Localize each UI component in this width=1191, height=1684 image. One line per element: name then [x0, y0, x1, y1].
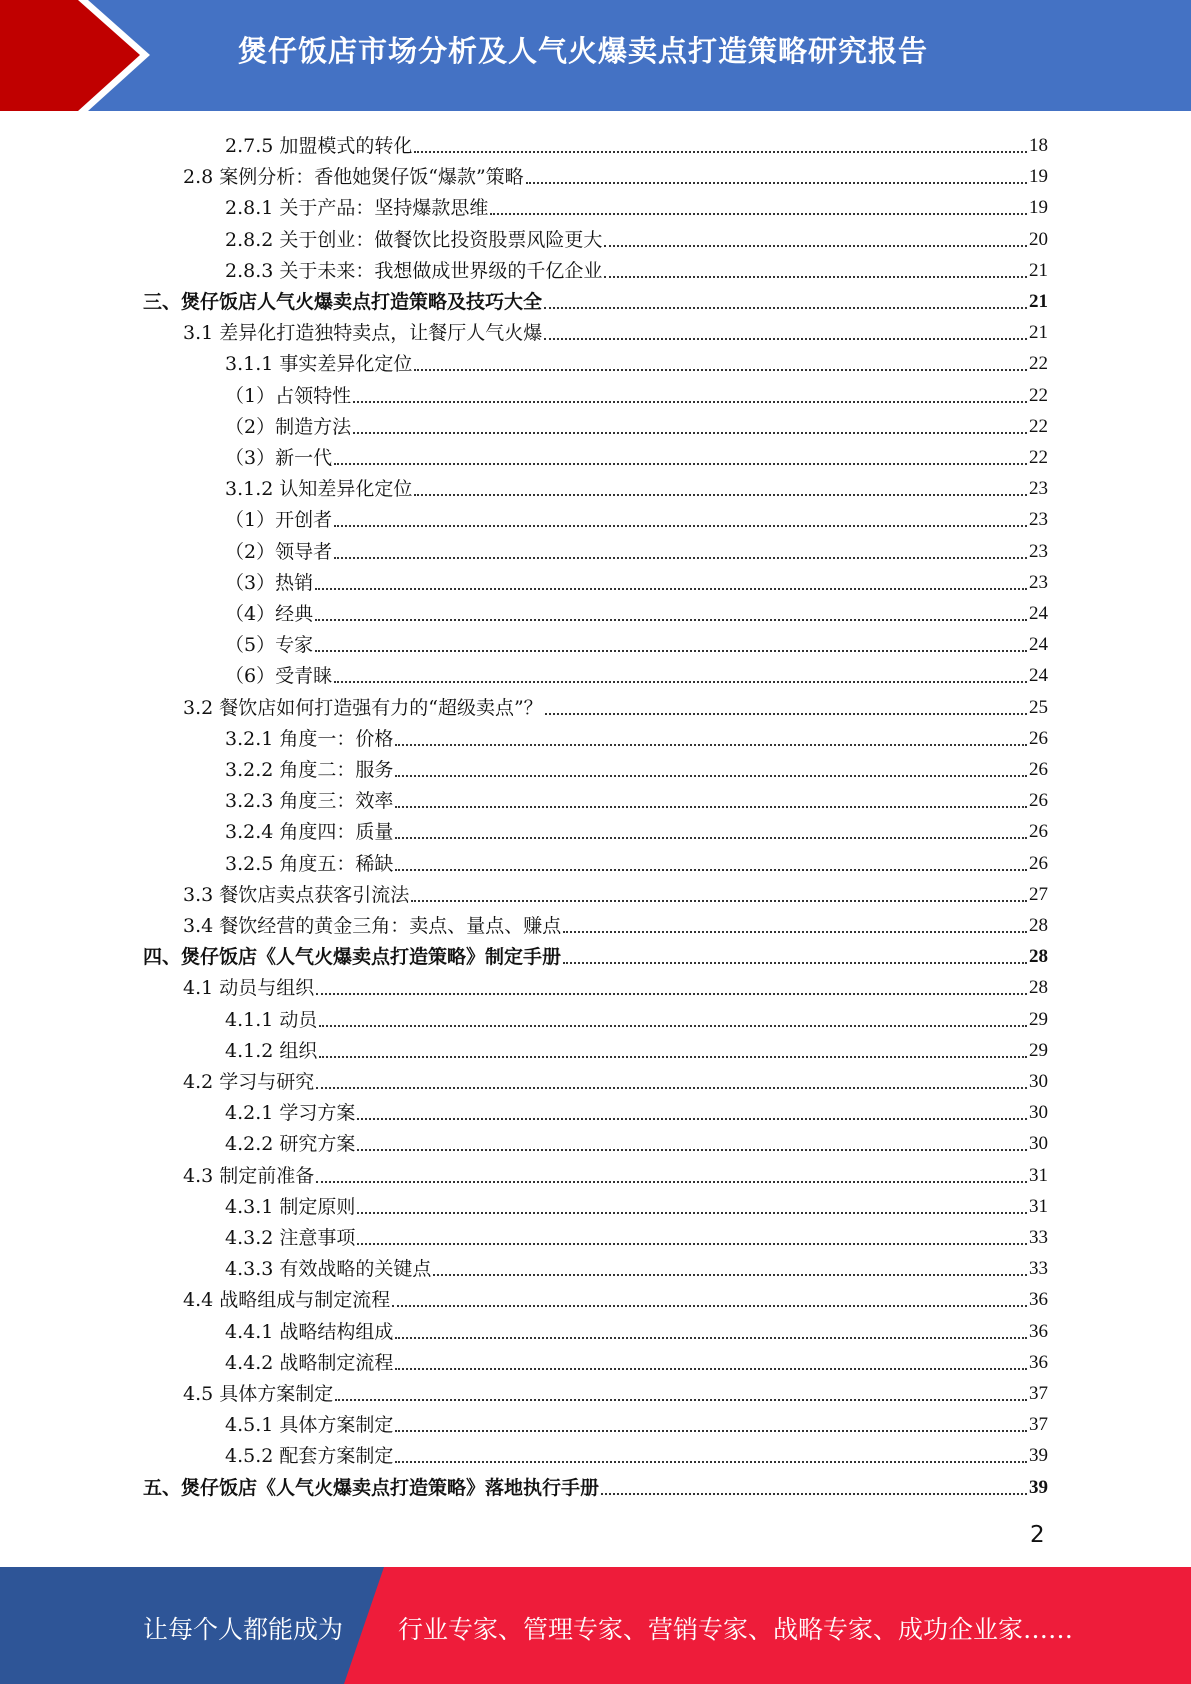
toc-entry-page: 30	[1029, 1102, 1048, 1124]
toc-entry-title: （2）领导者	[225, 540, 333, 563]
toc-entry[interactable]	[225, 626, 1048, 657]
toc-entry[interactable]	[225, 751, 1048, 782]
toc-entry-title: 4.1.2 组织	[225, 1039, 318, 1062]
toc-entry-page: 30	[1029, 1133, 1048, 1155]
toc-entry-page: 18	[1029, 135, 1048, 156]
toc-entry-page: 33	[1029, 1258, 1048, 1280]
footer-slogan-right: 行业专家、管理专家、营销专家、战略专家、成功企业家……	[398, 1615, 1074, 1644]
toc-dot-leader	[357, 1243, 1027, 1245]
toc-entry-title: （4）经典	[225, 603, 314, 625]
toc-entry[interactable]	[183, 876, 1048, 907]
toc-entry[interactable]	[143, 1469, 1048, 1500]
toc-entry[interactable]	[183, 1281, 1048, 1312]
toc-entry-page: 21	[1029, 322, 1048, 344]
toc-dot-leader	[414, 494, 1027, 496]
header-chevron-decoration	[0, 0, 150, 111]
toc-entry-title: 3.1 差异化打造独特卖点，让餐厅人气火爆	[183, 322, 543, 345]
page-footer	[0, 1567, 1191, 1684]
toc-entry[interactable]	[225, 1032, 1048, 1063]
toc-entry-title: 4.4.2 战略制定流程	[225, 1351, 394, 1374]
toc-entry-page: 26	[1029, 852, 1048, 874]
toc-dot-leader	[563, 931, 1027, 933]
toc-entry-title: 3.3 餐饮店卖点获客引流法	[183, 883, 410, 906]
toc-entry-page: 22	[1029, 353, 1048, 375]
toc-dot-leader	[315, 588, 1027, 590]
toc-dot-leader	[395, 775, 1027, 777]
toc-dot-leader	[334, 463, 1027, 465]
toc-dot-leader	[334, 557, 1027, 559]
toc-dot-leader	[395, 1461, 1027, 1463]
toc-dot-leader	[335, 1399, 1027, 1401]
toc-entry-page: 26	[1029, 727, 1048, 749]
toc-entry-page: 22	[1029, 447, 1048, 468]
toc-entry[interactable]	[183, 158, 1048, 189]
toc-entry-page: 21	[1029, 291, 1048, 312]
toc-dot-leader	[395, 837, 1027, 839]
toc-entry-page: 23	[1029, 571, 1048, 593]
toc-entry[interactable]	[225, 408, 1048, 439]
toc-entry-title: （3）新一代	[225, 447, 333, 469]
toc-entry-title: （1）占领特性	[225, 384, 352, 407]
toc-entry[interactable]	[225, 1250, 1048, 1281]
toc-entry-page: 28	[1029, 915, 1048, 936]
toc-dot-leader	[316, 1087, 1027, 1089]
toc-entry[interactable]	[225, 1125, 1048, 1156]
toc-entry-page: 22	[1029, 415, 1048, 437]
toc-entry[interactable]	[225, 657, 1048, 688]
toc-entry-title: 4.4 战略组成与制定流程	[183, 1289, 391, 1312]
toc-entry-title: （6）受青睐	[225, 665, 333, 688]
toc-entry[interactable]	[225, 252, 1048, 283]
toc-entry-title: 4.5 具体方案制定	[183, 1383, 334, 1405]
toc-dot-leader	[316, 1181, 1027, 1183]
toc-entry-title: 4.5.1 具体方案制定	[225, 1414, 394, 1437]
toc-entry[interactable]	[183, 1375, 1048, 1406]
toc-entry-page: 23	[1029, 478, 1048, 500]
toc-entry[interactable]	[225, 1219, 1048, 1250]
toc-entry-title: 2.8.1 关于产品：坚持爆款思维	[225, 197, 489, 220]
toc-entry[interactable]	[225, 1188, 1048, 1219]
toc-dot-leader	[316, 993, 1027, 995]
toc-entry[interactable]	[225, 845, 1048, 876]
toc-entry[interactable]	[143, 283, 1048, 314]
toc-entry[interactable]	[225, 1406, 1048, 1437]
toc-dot-leader	[395, 1337, 1027, 1339]
toc-entry[interactable]	[143, 938, 1048, 969]
toc-entry-title: 3.2.3 角度三：效率	[225, 790, 394, 813]
toc-entry-page: 23	[1029, 540, 1048, 562]
toc-dot-leader	[395, 1430, 1027, 1432]
toc-entry[interactable]	[225, 1344, 1048, 1375]
toc-entry-page: 28	[1029, 977, 1048, 999]
toc-entry-page: 23	[1029, 509, 1048, 531]
toc-entry-title: 4.1 动员与组织	[183, 977, 315, 1000]
toc-entry-page: 27	[1029, 883, 1048, 905]
toc-entry-title: 2.7.5 加盟模式的转化	[225, 135, 413, 157]
toc-dot-leader	[357, 1212, 1027, 1214]
toc-dot-leader	[395, 806, 1027, 808]
toc-entry-title: （3）热销	[225, 571, 314, 594]
toc-entry[interactable]	[225, 127, 1048, 158]
toc-entry-title: 3.2.5 角度五：稀缺	[225, 852, 394, 875]
toc-entry-page: 36	[1029, 1289, 1048, 1311]
toc-entry-page: 30	[1029, 1071, 1048, 1092]
toc-dot-leader	[315, 619, 1027, 621]
toc-dot-leader	[526, 182, 1027, 184]
toc-dot-leader	[357, 1149, 1027, 1151]
toc-entry-page: 26	[1029, 759, 1048, 780]
toc-entry-page: 20	[1029, 228, 1048, 250]
toc-entry-title: 三、煲仔饭店人气火爆卖点打造策略及技巧大全	[143, 291, 543, 313]
toc-dot-leader	[604, 245, 1027, 247]
toc-entry[interactable]	[183, 1063, 1048, 1094]
toc-entry-title: 4.3.2 注意事项	[225, 1227, 356, 1249]
toc-entry-page: 25	[1029, 696, 1048, 718]
toc-entry-title: 4.2.1 学习方案	[225, 1102, 356, 1125]
toc-dot-leader	[411, 900, 1027, 902]
toc-entry[interactable]	[225, 813, 1048, 844]
toc-entry-title: 4.2 学习与研究	[183, 1071, 315, 1093]
toc-entry-title: 4.3 制定前准备	[183, 1164, 315, 1187]
toc-entry[interactable]	[225, 1313, 1048, 1344]
toc-dot-leader	[334, 681, 1027, 683]
toc-dot-leader	[392, 1305, 1027, 1307]
toc-entry-title: 2.8 案例分析：香他她煲仔饭“爆款”策略	[183, 166, 524, 189]
toc-dot-leader	[490, 213, 1027, 215]
toc-dot-leader	[319, 1025, 1027, 1027]
toc-entry-title: 3.2.2 角度二：服务	[225, 759, 394, 781]
toc-dot-leader	[544, 338, 1027, 340]
toc-entry[interactable]	[225, 189, 1048, 220]
toc-entry[interactable]	[183, 314, 1048, 345]
toc-entry-title: 五、煲仔饭店《人气火爆卖点打造策略》落地执行手册	[143, 1476, 600, 1499]
toc-dot-leader	[433, 1274, 1027, 1276]
toc-entry[interactable]	[183, 689, 1048, 720]
toc-entry-title: （2）制造方法	[225, 415, 352, 438]
toc-dot-leader	[319, 1056, 1027, 1058]
toc-entry-title: 4.2.2 研究方案	[225, 1133, 356, 1156]
toc-dot-leader	[601, 1493, 1027, 1495]
toc-entry-title: 2.8.2 关于创业：做餐饮比投资股票风险更大	[225, 228, 603, 251]
toc-entry-title: 4.4.1 战略结构组成	[225, 1320, 394, 1343]
toc-dot-leader	[357, 1118, 1027, 1120]
toc-entry[interactable]	[225, 439, 1048, 470]
toc-entry-title: 3.2.1 角度一：价格	[225, 727, 394, 750]
toc-dot-leader	[353, 401, 1027, 403]
toc-dot-leader	[334, 525, 1027, 527]
toc-entry-title: （5）专家	[225, 634, 314, 657]
toc-entry-title: 4.3.1 制定原则	[225, 1195, 356, 1218]
toc-dot-leader	[414, 369, 1027, 371]
footer-slogan-left: 让每个人都能成为	[143, 1615, 344, 1644]
toc-entry[interactable]	[225, 720, 1048, 751]
toc-dot-leader	[414, 151, 1027, 153]
toc-entry[interactable]	[225, 1094, 1048, 1125]
toc-entry-title: （1）开创者	[225, 509, 333, 532]
toc-entry[interactable]	[225, 533, 1048, 564]
toc-entry-page: 37	[1029, 1414, 1048, 1436]
toc-dot-leader	[353, 432, 1027, 434]
toc-entry-page: 19	[1029, 197, 1048, 219]
toc-entry[interactable]	[225, 564, 1048, 595]
page-number: 2	[1030, 1522, 1045, 1548]
toc-entry[interactable]	[225, 1001, 1048, 1032]
toc-entry[interactable]	[225, 595, 1048, 626]
toc-entry[interactable]	[225, 345, 1048, 376]
toc-dot-leader	[545, 713, 1027, 715]
toc-entry-page: 36	[1029, 1320, 1048, 1342]
toc-entry-title: 4.1.1 动员	[225, 1008, 318, 1031]
toc-entry-page: 24	[1029, 603, 1048, 624]
toc-dot-leader	[544, 307, 1027, 309]
toc-entry-page: 29	[1029, 1008, 1048, 1030]
toc-entry-page: 21	[1029, 259, 1048, 281]
toc-entry-title: 3.1.1 事实差异化定位	[225, 353, 413, 376]
toc-entry[interactable]	[225, 470, 1048, 501]
toc-dot-leader	[315, 650, 1027, 652]
toc-entry-title: 2.8.3 关于未来：我想做成世界级的千亿企业	[225, 259, 603, 282]
toc-dot-leader	[395, 869, 1027, 871]
toc-entry[interactable]	[225, 221, 1048, 252]
toc-entry-page: 22	[1029, 384, 1048, 406]
toc-entry-page: 29	[1029, 1039, 1048, 1061]
toc-entry-title: 四、煲仔饭店《人气火爆卖点打造策略》制定手册	[143, 946, 562, 969]
toc-entry-page: 31	[1029, 1195, 1048, 1217]
toc-entry[interactable]	[183, 907, 1048, 938]
toc-entry-page: 33	[1029, 1227, 1048, 1248]
toc-entry[interactable]	[183, 969, 1048, 1000]
toc-entry-page: 24	[1029, 634, 1048, 656]
toc-entry-title: 3.2 餐饮店如何打造强有力的“超级卖点”？	[183, 696, 543, 719]
toc-entry-title: 3.2.4 角度四：质量	[225, 821, 394, 844]
page-header	[0, 0, 1191, 111]
toc-dot-leader	[604, 276, 1027, 278]
toc-entry-page: 26	[1029, 790, 1048, 812]
document-title: 煲仔饭店市场分析及人气火爆卖点打造策略研究报告	[238, 34, 929, 68]
toc-entry-page: 39	[1029, 1445, 1048, 1467]
toc-dot-leader	[563, 962, 1027, 964]
toc-entry[interactable]	[225, 1437, 1048, 1468]
toc-entry-page: 39	[1029, 1476, 1048, 1498]
toc-entry[interactable]	[225, 782, 1048, 813]
toc-entry-title: 3.1.2 认知差异化定位	[225, 478, 413, 501]
toc-entry-page: 37	[1029, 1383, 1048, 1404]
toc-dot-leader	[395, 1368, 1027, 1370]
toc-entry-page: 26	[1029, 821, 1048, 843]
toc-entry[interactable]	[225, 377, 1048, 408]
toc-entry[interactable]	[183, 1157, 1048, 1188]
toc-entry-page: 31	[1029, 1164, 1048, 1186]
toc-entry-page: 19	[1029, 166, 1048, 188]
toc-entry-title: 3.4 餐饮经营的黄金三角：卖点、量点、赚点	[183, 915, 562, 937]
toc-entry-title: 4.3.3 有效战略的关键点	[225, 1258, 432, 1281]
toc-entry[interactable]	[225, 501, 1048, 532]
toc-entry-page: 28	[1029, 946, 1048, 968]
toc-entry-title: 4.5.2 配套方案制定	[225, 1445, 394, 1468]
toc-entry-page: 36	[1029, 1351, 1048, 1373]
toc-entry-page: 24	[1029, 665, 1048, 687]
toc-dot-leader	[395, 744, 1027, 746]
